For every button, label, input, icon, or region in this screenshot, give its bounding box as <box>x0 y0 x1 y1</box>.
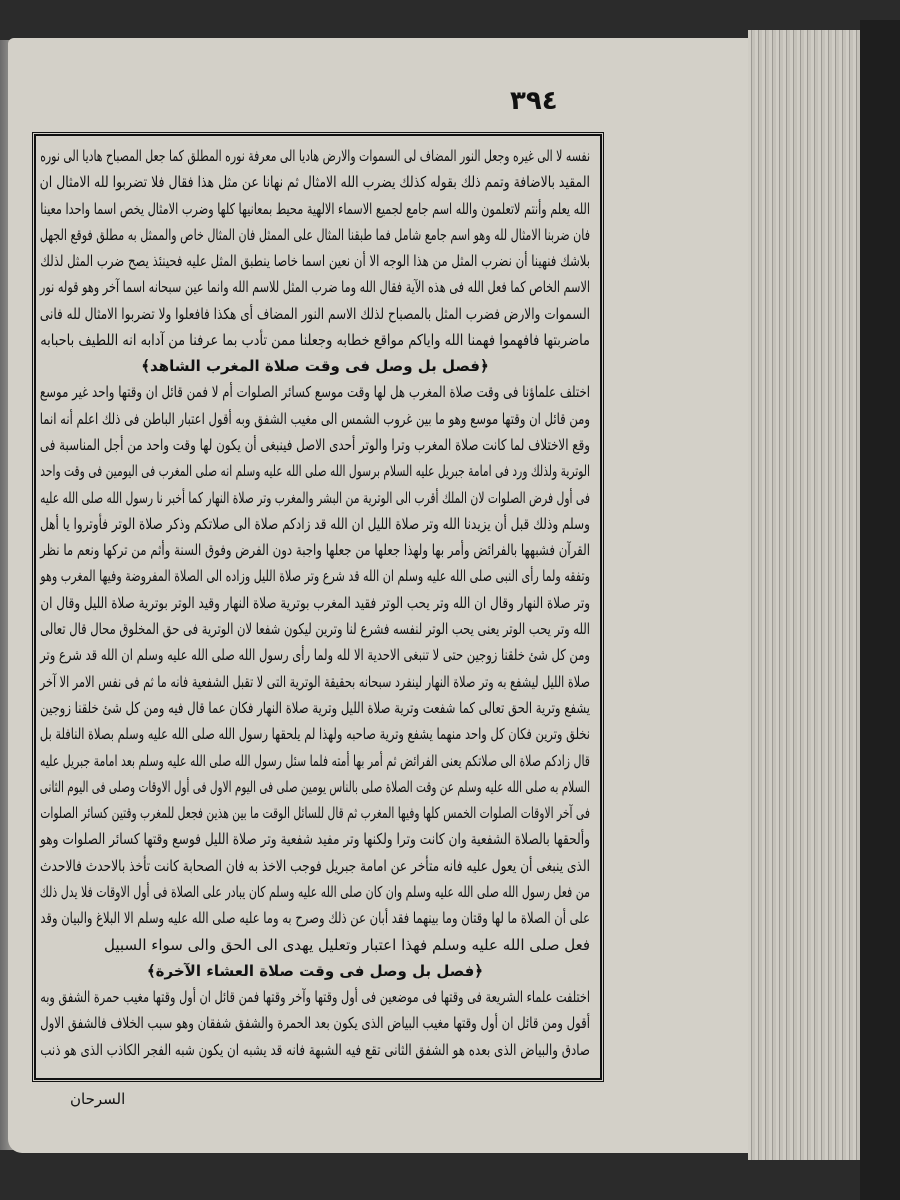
text-line: الذى ينبغى أن يعول عليه فانه متأخر عن امامة جبريل فوجب الاخذ به فان الصحابة كانت تأخذ بالاحدث فالاحدث <box>40 856 590 875</box>
page-body-text <box>40 143 590 1063</box>
text-line: وتر صلاة النهار وقال ان الله وتر يحب الوتر فقيد المغرب بوترية صلاة النهار وقيد الوتر بوترية صلاة الليل وقال ان <box>40 593 591 612</box>
section-heading: ﴿فصل بل وصل فى وقت صلاة المغرب الشاهد﴾ <box>141 357 489 376</box>
text-line: فى آخر الاوقات الصلوات الخمس كلها وفيها المغرب ثم قال للسائل الوقت ما بين هذين فجعل للمغرب وقتين كسائر الصلوات <box>40 804 590 823</box>
text-line: ومن قائل ان وقتها موسع وهو ما بين غروب الشمس الى مغيب الشفق وبه أقول اعتبار الباطن فى ذلك اعلم أنه انما <box>39 409 590 428</box>
text-line: من فعل رسول الله صلى الله عليه وسلم وان كان صلى الله عليه وسلم كان يبادر على الصلاة فى أول الاوقات فلا يدل ذلك <box>39 883 591 902</box>
text-line: على أن الصلاة ما لها وقتان وما بينهما فقد أبان عن ذلك وصرح به وما عليه صلى الله عليه وسلم الا البلاغ والبيان وقد <box>40 909 591 928</box>
text-line: الاسم الخاص كما فعل الله فى هذه الآية فقال الله وما ضرب المثل للاسم الله وانما عين سبحانه اسما آخر وهو قوله نور <box>39 278 590 297</box>
text-line: اختلفت علماء الشريعة فى وقتها فى موضعين فى أول وقتها وآخر وقتها فمن قائل ان أول وقتها مغيب حمرة الشفق وبه <box>40 987 591 1006</box>
text-line: وتفقه ولما رأى النبى صلى الله عليه وسلم ان الله قد شرع وتر صلاة الليل وزاده الى الصلاة المفروضة وفيها المغرب وهو <box>40 567 590 586</box>
text-line: المقيد بالاضافة وتمم ذلك بقوله كذلك يضرب الله الامثال ثم نهانا عن مثل هذا فقال فلا تضربوا لله الامثال ان <box>39 173 590 192</box>
text-line: السلام به صلى الله عليه وسلم عن وقت الصلاة صلى بالناس يومين صلى فى اليوم الاول فى أول الاوقات وصلى فى اليوم الثانى <box>39 777 590 796</box>
text-line: فى أول فرض الصلوات لان الملك أقرب الى الوترية من البشر والمغرب وتر صلاة النهار كما أخبر نا رسول الله صلى الله عليه <box>40 488 591 507</box>
text-line: الله يعلم وأنتم لاتعلمون والله اسم جامع لجميع الاسماء الالهية محيط بمعانيها كلها وضرب الامثال يخص اسما واحدا معينا <box>40 199 590 218</box>
page-edges-stack <box>748 30 868 1160</box>
page-number: ٣٩٤ <box>510 86 558 116</box>
text-line: صلاة الليل ليشفع به وتر صلاة النهار لينفرد سبحانه بحقيقة الوترية التى لا تقبل الشفعية فانه ما ثم فى نفس الامر الا آخر <box>39 672 591 691</box>
text-line: الله وتر يحب الوتر يعنى يحب الوتر لنفسه فشرع لنا وترين ليكون شفعا لان الوترية فى حق المخلوق محال قال تعالى <box>40 620 590 639</box>
signature-mark: السرحان <box>70 1090 126 1108</box>
section-heading: ﴿فصل بل وصل فى وقت صلاة العشاء الآخرة﴾ <box>146 961 484 980</box>
text-line: السموات والارض فضرب المثل بالمصباح لذلك الاسم النور المضاف أى هكذا فافعلوا ولا تضربوا الامثال لله فانى <box>39 304 590 323</box>
text-line: نفسه لا الى غيره وجعل النور المضاف لى السموات والارض هاديا الى معرفة نوره المطلق كما جعل المصباح هاديا الى نوره <box>40 147 590 165</box>
text-line: ماضربتها فافهموا فهمنا الله واياكم مواقع خطابه وجعلنا ممن تأدب بما عرفنا من آدابه انه اللطيف باحبابه <box>40 331 590 350</box>
text-line: أقول ومن قائل ان أول وقتها مغيب البياض الذى يكون بعد الحمرة والشفق شفقان وهو سبب الخلاف فالشفق الاول <box>40 1014 590 1033</box>
text-line: قال زادكم صلاة الى صلاتكم يعنى الفرائض ثم أمر بها أمته فلما سئل رسول الله صلى الله عليه وسلم بعد امامة جبريل عليه <box>40 751 591 770</box>
text-line: صادق والبياض الذى بعده هو الشفق الثانى تقع فيه الشبهة فانه قد يشبه ان يكون شبه الفجر الكاذب الذى هو ذنب <box>40 1040 590 1059</box>
text-line: يشفع وترية الحق تعالى كما شفعت وترية صلاة الليل وترية صلاة النهار فكان عما قال فيه ومن كل شئ خلقنا زوجين <box>40 698 590 717</box>
text-line: وسلم وذلك قبل أن يزيدنا الله وتر صلاة الليل ان الله قد زادكم صلاة الى صلاتكم وذكر صلاة الوتر فأوتروا يا أهل <box>39 514 591 533</box>
background-shadow <box>860 20 900 1200</box>
text-line: الوترية ولذلك ورد فى امامة جبريل عليه السلام برسول الله صلى الله عليه وسلم انه صلى المغرب فى اليومين فى وقت واحد <box>40 462 591 481</box>
text-line: نخلق وترين فكان كل واحد منهما يشفع وترية صاحبه ولهذا لم يلحقها رسول الله صلى الله عليه وسلم بصلاة النافلة بل <box>39 725 590 744</box>
text-line: بلاشك فنهينا أن نضرب المثل من هذا الوجه الا أن نعين اسما خاصا ينطبق المثل عليه فحينئذ يصح ضرب المثل لذلك <box>40 252 591 271</box>
text-line: اختلف علماؤنا فى وقت صلاة المغرب هل لها وقت موسع كسائر الصلوات أم لا فمن قائل ان وقتها واحد غير موسع <box>39 383 591 402</box>
text-line: القرآن فشبهها بالفرائض وأمر بها ولهذا جعلها من جعلها واجبة دون الفرض وفوق السنة وأثم من تركها ونعم ما نظر <box>40 541 590 560</box>
text-line: فعل صلى الله عليه وسلم فهذا اعتبار وتعليل يهدى الى الحق والى سواء السبيل <box>104 935 590 954</box>
text-line: فان ضربنا الامثال لله وهو اسم جامع شامل فما طبقنا المثال على الممثل فان المثال خاص والممثل به مطلق فوقع الجهل <box>39 225 590 244</box>
text-line: ومن كل شئ خلقنا زوجين حتى لا تنبغى الاحدية الا لله ولما رأى رسول الله صلى الله عليه وسلم ان الله قد شرع وتر <box>40 646 591 665</box>
text-line: وقع الاختلاف لما كانت صلاة المغرب وترا والوتر أحدى الاصل فينبغى أن يكون لها وقت واحد من أجل المناسبة فى <box>39 435 591 454</box>
text-line: وألحقها بالصلاة الشفعية وان كانت وترا ولكنها وتر مفيد شفعية وتر صلاة الليل فوسع وقتها كسائر الصلوات وهو <box>39 830 590 849</box>
